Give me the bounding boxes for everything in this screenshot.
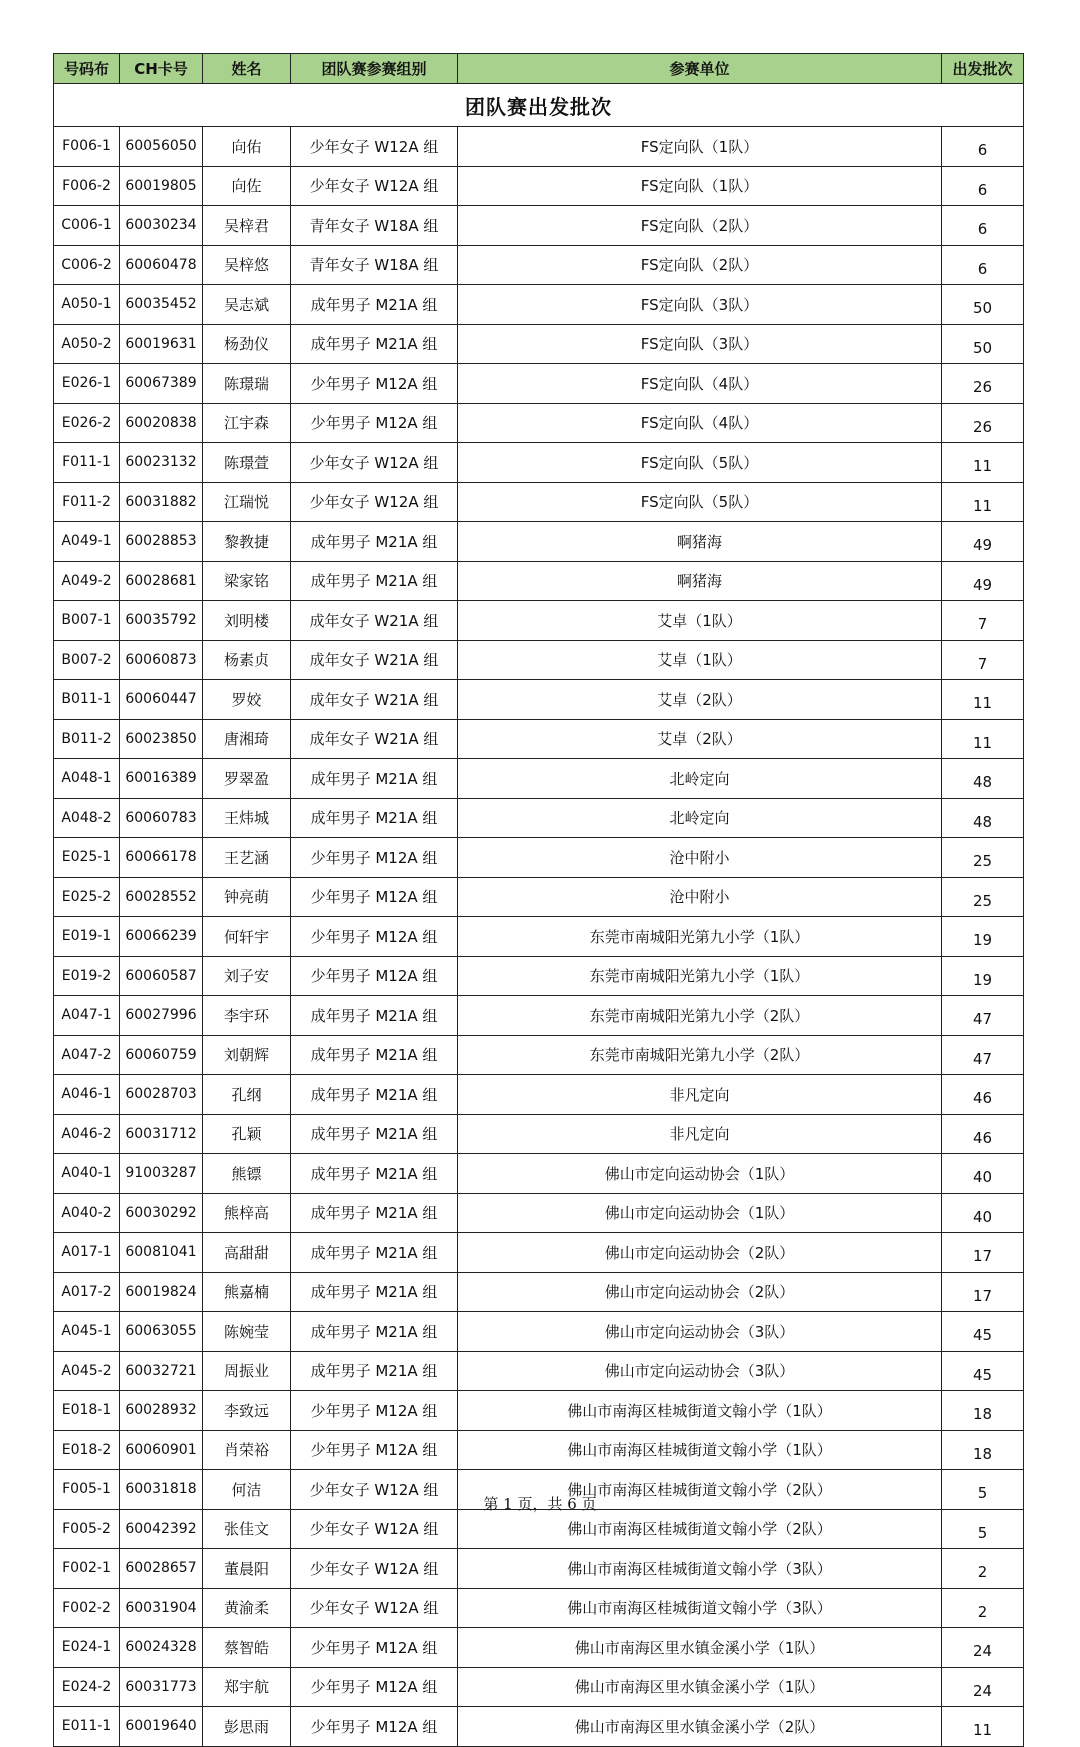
group-cell: 成年男子 M21A 组 xyxy=(291,522,458,562)
name-cell: 董晨阳 xyxy=(203,1549,291,1589)
ch-card-cell: 60060587 xyxy=(120,956,203,996)
ch-card-cell: 60032721 xyxy=(120,1351,203,1391)
table-row xyxy=(54,1272,1024,1312)
bib-cell: F006-1 xyxy=(54,127,120,167)
column-header-ch-card: CH卡号 xyxy=(120,54,203,84)
group-cell: 少年女子 W12A 组 xyxy=(291,1549,458,1589)
name-cell: 江宇森 xyxy=(203,403,291,443)
name-cell: 李宇环 xyxy=(203,996,291,1036)
name-cell: 杨素贞 xyxy=(203,640,291,680)
bib-cell: E025-1 xyxy=(54,838,120,878)
group-cell: 成年男子 M21A 组 xyxy=(291,759,458,799)
group-cell: 成年男子 M21A 组 xyxy=(291,996,458,1036)
group-cell: 成年男子 M21A 组 xyxy=(291,1114,458,1154)
ch-card-cell: 60028853 xyxy=(120,522,203,562)
ch-card-cell: 60023850 xyxy=(120,719,203,759)
name-cell: 陈璟萱 xyxy=(203,443,291,483)
unit-cell: FS定向队（3队） xyxy=(458,285,942,325)
table-row xyxy=(54,1588,1024,1628)
batch-cell: 46 xyxy=(942,1114,1024,1154)
page-footer: 第 1 页，共 6 页 xyxy=(483,1495,597,1513)
name-cell: 黎教捷 xyxy=(203,522,291,562)
table-row xyxy=(54,206,1024,246)
bib-cell: A040-2 xyxy=(54,1193,120,1233)
unit-cell: FS定向队（4队） xyxy=(458,403,942,443)
batch-cell: 26 xyxy=(942,364,1024,404)
unit-cell: FS定向队（1队） xyxy=(458,127,942,167)
unit-cell: 佛山市南海区里水镇金溪小学（2队） xyxy=(458,1707,942,1747)
name-cell: 钟亮萌 xyxy=(203,877,291,917)
name-cell: 王艺涵 xyxy=(203,838,291,878)
name-cell: 熊梓高 xyxy=(203,1193,291,1233)
bib-cell: A050-1 xyxy=(54,285,120,325)
name-cell: 向佑 xyxy=(203,127,291,167)
name-cell: 孔颖 xyxy=(203,1114,291,1154)
batch-cell: 17 xyxy=(942,1233,1024,1273)
batch-cell: 24 xyxy=(942,1628,1024,1668)
unit-cell: 佛山市南海区桂城街道文翰小学（1队） xyxy=(458,1430,942,1470)
unit-cell: 佛山市南海区桂城街道文翰小学（3队） xyxy=(458,1549,942,1589)
column-header-group: 团队赛参赛组别 xyxy=(291,54,458,84)
name-cell: 孔纲 xyxy=(203,1075,291,1115)
bib-cell: F011-2 xyxy=(54,482,120,522)
name-cell: 陈婉莹 xyxy=(203,1312,291,1352)
ch-card-cell: 60027996 xyxy=(120,996,203,1036)
batch-cell: 11 xyxy=(942,482,1024,522)
bib-cell: C006-2 xyxy=(54,245,120,285)
unit-cell: 艾卓（1队） xyxy=(458,640,942,680)
name-cell: 周振业 xyxy=(203,1351,291,1391)
bib-cell: F011-1 xyxy=(54,443,120,483)
batch-cell: 2 xyxy=(942,1549,1024,1589)
batch-cell: 5 xyxy=(942,1470,1024,1510)
ch-card-cell: 60019805 xyxy=(120,166,203,206)
batch-cell: 6 xyxy=(942,166,1024,206)
batch-cell: 18 xyxy=(942,1430,1024,1470)
name-cell: 江瑞悦 xyxy=(203,482,291,522)
unit-cell: 佛山市南海区里水镇金溪小学（1队） xyxy=(458,1667,942,1707)
table-row xyxy=(54,403,1024,443)
table-row xyxy=(54,245,1024,285)
group-cell: 少年女子 W12A 组 xyxy=(291,1588,458,1628)
ch-card-cell: 60031904 xyxy=(120,1588,203,1628)
unit-cell: 艾卓（1队） xyxy=(458,601,942,641)
group-cell: 少年男子 M12A 组 xyxy=(291,364,458,404)
unit-cell: 北岭定向 xyxy=(458,759,942,799)
group-cell: 成年男子 M21A 组 xyxy=(291,1272,458,1312)
bib-cell: F002-1 xyxy=(54,1549,120,1589)
table-row xyxy=(54,1430,1024,1470)
unit-cell: 佛山市定向运动协会（2队） xyxy=(458,1272,942,1312)
ch-card-cell: 60031818 xyxy=(120,1470,203,1510)
group-cell: 成年男子 M21A 组 xyxy=(291,324,458,364)
table-row xyxy=(54,324,1024,364)
table-row xyxy=(54,522,1024,562)
group-cell: 少年男子 M12A 组 xyxy=(291,917,458,957)
table-header xyxy=(54,54,1024,84)
ch-card-cell: 60060478 xyxy=(120,245,203,285)
ch-card-cell: 60035452 xyxy=(120,285,203,325)
unit-cell: FS定向队（1队） xyxy=(458,166,942,206)
table-row xyxy=(54,1391,1024,1431)
title-row xyxy=(54,84,1024,127)
unit-cell: 佛山市定向运动协会（2队） xyxy=(458,1233,942,1273)
name-cell: 向佐 xyxy=(203,166,291,206)
table-row xyxy=(54,1075,1024,1115)
bib-cell: F006-2 xyxy=(54,166,120,206)
table-row xyxy=(54,996,1024,1036)
bib-cell: B007-2 xyxy=(54,640,120,680)
bib-cell: E024-2 xyxy=(54,1667,120,1707)
bib-cell: E025-2 xyxy=(54,877,120,917)
group-cell: 少年男子 M12A 组 xyxy=(291,403,458,443)
name-cell: 刘明楼 xyxy=(203,601,291,641)
batch-cell: 6 xyxy=(942,245,1024,285)
unit-cell: 佛山市南海区桂城街道文翰小学（2队） xyxy=(458,1470,942,1510)
batch-cell: 24 xyxy=(942,1667,1024,1707)
ch-card-cell: 60066178 xyxy=(120,838,203,878)
column-header-unit: 参赛单位 xyxy=(458,54,942,84)
batch-cell: 11 xyxy=(942,680,1024,720)
unit-cell: 东莞市南城阳光第九小学（2队） xyxy=(458,996,942,1036)
bib-cell: C006-1 xyxy=(54,206,120,246)
header-row xyxy=(54,54,1024,84)
bib-cell: A017-1 xyxy=(54,1233,120,1273)
group-cell: 成年男子 M21A 组 xyxy=(291,1075,458,1115)
bib-cell: A045-2 xyxy=(54,1351,120,1391)
unit-cell: 佛山市南海区里水镇金溪小学（1队） xyxy=(458,1628,942,1668)
ch-card-cell: 60030234 xyxy=(120,206,203,246)
group-cell: 少年女子 W12A 组 xyxy=(291,166,458,206)
ch-card-cell: 60020838 xyxy=(120,403,203,443)
batch-cell: 48 xyxy=(942,798,1024,838)
group-cell: 少年男子 M12A 组 xyxy=(291,1707,458,1747)
name-cell: 蔡智皓 xyxy=(203,1628,291,1668)
ch-card-cell: 60023132 xyxy=(120,443,203,483)
name-cell: 彭思雨 xyxy=(203,1707,291,1747)
ch-card-cell: 60035792 xyxy=(120,601,203,641)
name-cell: 何洁 xyxy=(203,1470,291,1510)
unit-cell: FS定向队（5队） xyxy=(458,482,942,522)
ch-card-cell: 60060783 xyxy=(120,798,203,838)
bib-cell: E018-2 xyxy=(54,1430,120,1470)
group-cell: 少年男子 M12A 组 xyxy=(291,877,458,917)
bib-cell: B007-1 xyxy=(54,601,120,641)
bib-cell: A017-2 xyxy=(54,1272,120,1312)
bib-cell: B011-1 xyxy=(54,680,120,720)
group-cell: 成年男子 M21A 组 xyxy=(291,285,458,325)
name-cell: 吴志斌 xyxy=(203,285,291,325)
bib-cell: A048-1 xyxy=(54,759,120,799)
batch-cell: 40 xyxy=(942,1154,1024,1194)
unit-cell: 佛山市定向运动协会（3队） xyxy=(458,1312,942,1352)
name-cell: 吴梓君 xyxy=(203,206,291,246)
table-row xyxy=(54,719,1024,759)
table-row xyxy=(54,1114,1024,1154)
unit-cell: 佛山市定向运动协会（3队） xyxy=(458,1351,942,1391)
unit-cell: 艾卓（2队） xyxy=(458,680,942,720)
name-cell: 刘朝辉 xyxy=(203,1035,291,1075)
bib-cell: A047-1 xyxy=(54,996,120,1036)
name-cell: 刘子安 xyxy=(203,956,291,996)
group-cell: 青年女子 W18A 组 xyxy=(291,245,458,285)
unit-cell: 艾卓（2队） xyxy=(458,719,942,759)
bib-cell: E019-1 xyxy=(54,917,120,957)
table-row xyxy=(54,917,1024,957)
name-cell: 何轩宇 xyxy=(203,917,291,957)
group-cell: 少年男子 M12A 组 xyxy=(291,1667,458,1707)
ch-card-cell: 60060447 xyxy=(120,680,203,720)
table-row xyxy=(54,1707,1024,1747)
bib-cell: F005-2 xyxy=(54,1509,120,1549)
group-cell: 青年女子 W18A 组 xyxy=(291,206,458,246)
batch-cell: 18 xyxy=(942,1391,1024,1431)
name-cell: 张佳文 xyxy=(203,1509,291,1549)
bib-cell: A046-1 xyxy=(54,1075,120,1115)
ch-card-cell: 60042392 xyxy=(120,1509,203,1549)
bib-cell: A040-1 xyxy=(54,1154,120,1194)
batch-cell: 50 xyxy=(942,324,1024,364)
bib-cell: E026-1 xyxy=(54,364,120,404)
batch-cell: 49 xyxy=(942,522,1024,562)
batch-cell: 11 xyxy=(942,443,1024,483)
unit-cell: FS定向队（5队） xyxy=(458,443,942,483)
bib-cell: A049-1 xyxy=(54,522,120,562)
unit-cell: 佛山市定向运动协会（1队） xyxy=(458,1193,942,1233)
ch-card-cell: 60019824 xyxy=(120,1272,203,1312)
name-cell: 熊嘉楠 xyxy=(203,1272,291,1312)
batch-cell: 6 xyxy=(942,206,1024,246)
column-header-batch: 出发批次 xyxy=(942,54,1024,84)
group-cell: 少年女子 W12A 组 xyxy=(291,482,458,522)
ch-card-cell: 60031882 xyxy=(120,482,203,522)
unit-cell: FS定向队（3队） xyxy=(458,324,942,364)
table-row xyxy=(54,1154,1024,1194)
column-header-name: 姓名 xyxy=(203,54,291,84)
unit-cell: 沧中附小 xyxy=(458,877,942,917)
table-row xyxy=(54,127,1024,167)
group-cell: 成年男子 M21A 组 xyxy=(291,798,458,838)
table-row xyxy=(54,1549,1024,1589)
bib-cell: E026-2 xyxy=(54,403,120,443)
ch-card-cell: 60024328 xyxy=(120,1628,203,1668)
batch-cell: 11 xyxy=(942,719,1024,759)
group-cell: 成年女子 W21A 组 xyxy=(291,680,458,720)
table-row xyxy=(54,680,1024,720)
unit-cell: FS定向队（4队） xyxy=(458,364,942,404)
ch-card-cell: 60031773 xyxy=(120,1667,203,1707)
name-cell: 吴梓悠 xyxy=(203,245,291,285)
group-cell: 成年男子 M21A 组 xyxy=(291,561,458,601)
batch-cell: 40 xyxy=(942,1193,1024,1233)
table-row xyxy=(54,1628,1024,1668)
batch-cell: 25 xyxy=(942,877,1024,917)
name-cell: 黄渝柔 xyxy=(203,1588,291,1628)
batch-cell: 47 xyxy=(942,1035,1024,1075)
name-cell: 罗姣 xyxy=(203,680,291,720)
name-cell: 杨劲仪 xyxy=(203,324,291,364)
ch-card-cell: 60067389 xyxy=(120,364,203,404)
ch-card-cell: 60019631 xyxy=(120,324,203,364)
batch-cell: 49 xyxy=(942,561,1024,601)
table-row xyxy=(54,1667,1024,1707)
ch-card-cell: 60030292 xyxy=(120,1193,203,1233)
column-header-bib: 号码布 xyxy=(54,54,120,84)
table-row xyxy=(54,1509,1024,1549)
batch-cell: 46 xyxy=(942,1075,1024,1115)
batch-cell: 6 xyxy=(942,127,1024,167)
group-cell: 成年男子 M21A 组 xyxy=(291,1154,458,1194)
batch-cell: 7 xyxy=(942,640,1024,680)
batch-cell: 45 xyxy=(942,1312,1024,1352)
table-row xyxy=(54,1312,1024,1352)
unit-cell: 沧中附小 xyxy=(458,838,942,878)
table-row xyxy=(54,1351,1024,1391)
name-cell: 肖荣裕 xyxy=(203,1430,291,1470)
ch-card-cell: 60060873 xyxy=(120,640,203,680)
table-row xyxy=(54,640,1024,680)
group-cell: 少年男子 M12A 组 xyxy=(291,838,458,878)
table-row xyxy=(54,443,1024,483)
name-cell: 李致远 xyxy=(203,1391,291,1431)
bib-cell: B011-2 xyxy=(54,719,120,759)
table-row xyxy=(54,759,1024,799)
table-row xyxy=(54,838,1024,878)
group-cell: 少年男子 M12A 组 xyxy=(291,956,458,996)
unit-cell: 非凡定向 xyxy=(458,1075,942,1115)
bib-cell: F005-1 xyxy=(54,1470,120,1510)
bib-cell: A047-2 xyxy=(54,1035,120,1075)
unit-cell: FS定向队（2队） xyxy=(458,245,942,285)
batch-cell: 48 xyxy=(942,759,1024,799)
group-cell: 少年男子 M12A 组 xyxy=(291,1628,458,1668)
bib-cell: E011-1 xyxy=(54,1707,120,1747)
batch-cell: 19 xyxy=(942,917,1024,957)
unit-cell: 佛山市南海区桂城街道文翰小学（1队） xyxy=(458,1391,942,1431)
name-cell: 陈璟瑞 xyxy=(203,364,291,404)
name-cell: 熊镖 xyxy=(203,1154,291,1194)
table-row xyxy=(54,798,1024,838)
group-cell: 少年女子 W12A 组 xyxy=(291,443,458,483)
ch-card-cell: 60031712 xyxy=(120,1114,203,1154)
table-row xyxy=(54,956,1024,996)
batch-cell: 47 xyxy=(942,996,1024,1036)
unit-cell: 啊猪海 xyxy=(458,522,942,562)
group-cell: 成年男子 M21A 组 xyxy=(291,1233,458,1273)
batch-cell: 50 xyxy=(942,285,1024,325)
unit-cell: 佛山市南海区桂城街道文翰小学（3队） xyxy=(458,1588,942,1628)
ch-card-cell: 60019640 xyxy=(120,1707,203,1747)
unit-cell: FS定向队（2队） xyxy=(458,206,942,246)
name-cell: 郑宇航 xyxy=(203,1667,291,1707)
group-cell: 成年女子 W21A 组 xyxy=(291,601,458,641)
ch-card-cell: 60028681 xyxy=(120,561,203,601)
ch-card-cell: 60063055 xyxy=(120,1312,203,1352)
bib-cell: E019-2 xyxy=(54,956,120,996)
bib-cell: A050-2 xyxy=(54,324,120,364)
bib-cell: A049-2 xyxy=(54,561,120,601)
group-cell: 少年女子 W12A 组 xyxy=(291,1509,458,1549)
batch-cell: 5 xyxy=(942,1509,1024,1549)
table-row xyxy=(54,1035,1024,1075)
title-section xyxy=(54,84,1024,127)
ch-card-cell: 91003287 xyxy=(120,1154,203,1194)
unit-cell: 非凡定向 xyxy=(458,1114,942,1154)
bib-cell: A046-2 xyxy=(54,1114,120,1154)
name-cell: 王炜城 xyxy=(203,798,291,838)
group-cell: 少年男子 M12A 组 xyxy=(291,1430,458,1470)
batch-cell: 7 xyxy=(942,601,1024,641)
ch-card-cell: 60066239 xyxy=(120,917,203,957)
unit-cell: 东莞市南城阳光第九小学（2队） xyxy=(458,1035,942,1075)
table-row xyxy=(54,482,1024,522)
bib-cell: E018-1 xyxy=(54,1391,120,1431)
group-cell: 少年女子 W12A 组 xyxy=(291,127,458,167)
table-title: 团队赛出发批次 xyxy=(54,84,1024,127)
table-row xyxy=(54,601,1024,641)
unit-cell: 东莞市南城阳光第九小学（1队） xyxy=(458,917,942,957)
batch-cell: 45 xyxy=(942,1351,1024,1391)
group-cell: 少年女子 W12A 组 xyxy=(291,1470,458,1510)
ch-card-cell: 60028552 xyxy=(120,877,203,917)
ch-card-cell: 60056050 xyxy=(120,127,203,167)
name-cell: 高甜甜 xyxy=(203,1233,291,1273)
batch-cell: 19 xyxy=(942,956,1024,996)
bib-cell: F002-2 xyxy=(54,1588,120,1628)
group-cell: 成年女子 W21A 组 xyxy=(291,719,458,759)
group-cell: 成年女子 W21A 组 xyxy=(291,640,458,680)
table-row xyxy=(54,877,1024,917)
table-row xyxy=(54,166,1024,206)
group-cell: 成年男子 M21A 组 xyxy=(291,1351,458,1391)
group-cell: 成年男子 M21A 组 xyxy=(291,1193,458,1233)
unit-cell: 东莞市南城阳光第九小学（1队） xyxy=(458,956,942,996)
table-row xyxy=(54,285,1024,325)
batch-cell: 11 xyxy=(942,1707,1024,1747)
group-cell: 少年男子 M12A 组 xyxy=(291,1391,458,1431)
ch-card-cell: 60028703 xyxy=(120,1075,203,1115)
table-row xyxy=(54,1193,1024,1233)
bib-cell: A048-2 xyxy=(54,798,120,838)
ch-card-cell: 60060759 xyxy=(120,1035,203,1075)
group-cell: 成年男子 M21A 组 xyxy=(291,1312,458,1352)
name-cell: 罗翠盈 xyxy=(203,759,291,799)
table-row xyxy=(54,364,1024,404)
ch-card-cell: 60060901 xyxy=(120,1430,203,1470)
unit-cell: 佛山市南海区桂城街道文翰小学（2队） xyxy=(458,1509,942,1549)
batch-cell: 26 xyxy=(942,403,1024,443)
group-cell: 成年男子 M21A 组 xyxy=(291,1035,458,1075)
ch-card-cell: 60028657 xyxy=(120,1549,203,1589)
unit-cell: 佛山市定向运动协会（1队） xyxy=(458,1154,942,1194)
table-row xyxy=(54,561,1024,601)
unit-cell: 北岭定向 xyxy=(458,798,942,838)
ch-card-cell: 60028932 xyxy=(120,1391,203,1431)
bib-cell: E024-1 xyxy=(54,1628,120,1668)
batch-cell: 17 xyxy=(942,1272,1024,1312)
name-cell: 唐湘琦 xyxy=(203,719,291,759)
ch-card-cell: 60016389 xyxy=(120,759,203,799)
table-row xyxy=(54,1233,1024,1273)
ch-card-cell: 60081041 xyxy=(120,1233,203,1273)
batch-cell: 2 xyxy=(942,1588,1024,1628)
batch-cell: 25 xyxy=(942,838,1024,878)
unit-cell: 啊猪海 xyxy=(458,561,942,601)
name-cell: 梁家铭 xyxy=(203,561,291,601)
bib-cell: A045-1 xyxy=(54,1312,120,1352)
